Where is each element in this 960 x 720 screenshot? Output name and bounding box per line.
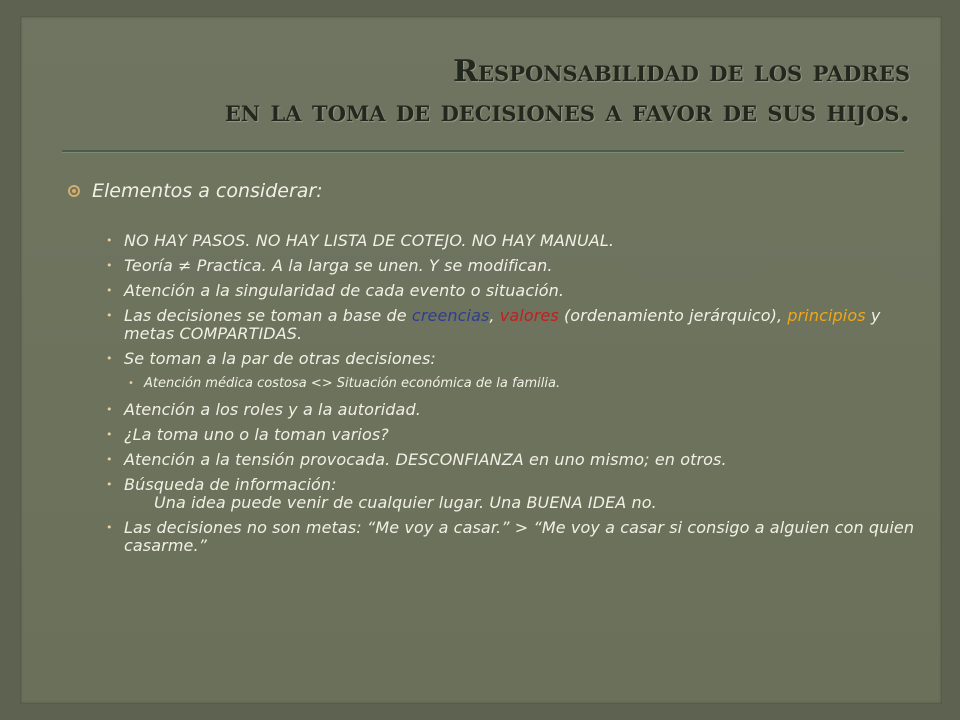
slide-body <box>68 178 928 562</box>
ring-bullet-icon <box>68 185 80 197</box>
section-heading-text: Elementos a considerar: <box>92 180 323 202</box>
list-item-continuation: Una idea puede venir de cualquier lugar. Una BUENA IDEA no. <box>154 493 657 512</box>
dot-bullet-icon: • <box>106 284 113 297</box>
list-item-text: Se toman a la par de otras decisiones: <box>124 349 436 368</box>
list-item-text <box>124 306 880 343</box>
keyword-principios: principios <box>787 306 866 325</box>
list-item <box>68 426 928 444</box>
list-item <box>68 401 928 419</box>
dot-bullet-icon: • <box>106 309 113 322</box>
page-title <box>110 52 910 132</box>
list-item <box>68 519 928 555</box>
text-segment: Las decisiones se toman a base de <box>124 306 412 325</box>
list-item-text: NO HAY PASOS. NO HAY LISTA DE COTEJO. NO HAY MANUAL. <box>124 231 615 250</box>
section-heading <box>68 178 928 204</box>
dot-bullet-icon: • <box>106 352 113 365</box>
list-item <box>68 257 928 275</box>
list-item-text: Atención a la tensión provocada. DESCONFIANZA en uno mismo; en otros. <box>124 450 727 469</box>
dot-bullet-icon: • <box>106 259 113 272</box>
title-divider <box>62 150 904 153</box>
text-segment: , <box>489 306 500 325</box>
dot-bullet-icon: • <box>106 478 113 491</box>
list-item <box>68 307 928 343</box>
dot-bullet-icon: • <box>106 521 113 534</box>
list-item-text: Atención a los roles y a la autoridad. <box>124 400 421 419</box>
list-item-text: Teoría ≠ Practica. A la larga se unen. Y se modifican. <box>124 256 553 275</box>
text-segment: y metas COMPARTIDAS. <box>124 306 881 343</box>
list-item-text: ¿La toma uno o la toman varios? <box>124 425 389 444</box>
dot-bullet-icon: • <box>106 453 113 466</box>
list-item <box>68 282 928 300</box>
title-line-1: Responsabilidad de los padres <box>453 54 910 89</box>
list-item-text <box>124 475 928 512</box>
list-item <box>68 476 928 512</box>
list-item-line: Búsqueda de información: <box>124 475 337 494</box>
list-item-text: Atención a la singularidad de cada evento o situación. <box>124 281 565 300</box>
dot-bullet-icon: • <box>106 403 113 416</box>
list-item <box>68 451 928 469</box>
sub-list-item-text: Atención médica costosa <> Situación económica de la familia. <box>144 376 561 391</box>
title-line-2: en la toma de decisiones a favor de sus hijos. <box>224 94 910 129</box>
dot-bullet-icon: • <box>128 378 134 389</box>
dot-bullet-icon: • <box>106 428 113 441</box>
list-item <box>68 350 928 368</box>
keyword-valores: valores <box>499 306 559 325</box>
list-item-text: Las decisiones no son metas: “Me voy a casar.” > “Me voy a casar si consigo a alguien con quien casarme.” <box>124 518 915 555</box>
text-segment: (ordenamiento jerárquico), <box>558 306 788 325</box>
dot-bullet-icon: • <box>106 234 113 247</box>
sub-list-item <box>68 375 928 393</box>
list-item <box>68 232 928 250</box>
keyword-creencias: creencias <box>411 306 490 325</box>
